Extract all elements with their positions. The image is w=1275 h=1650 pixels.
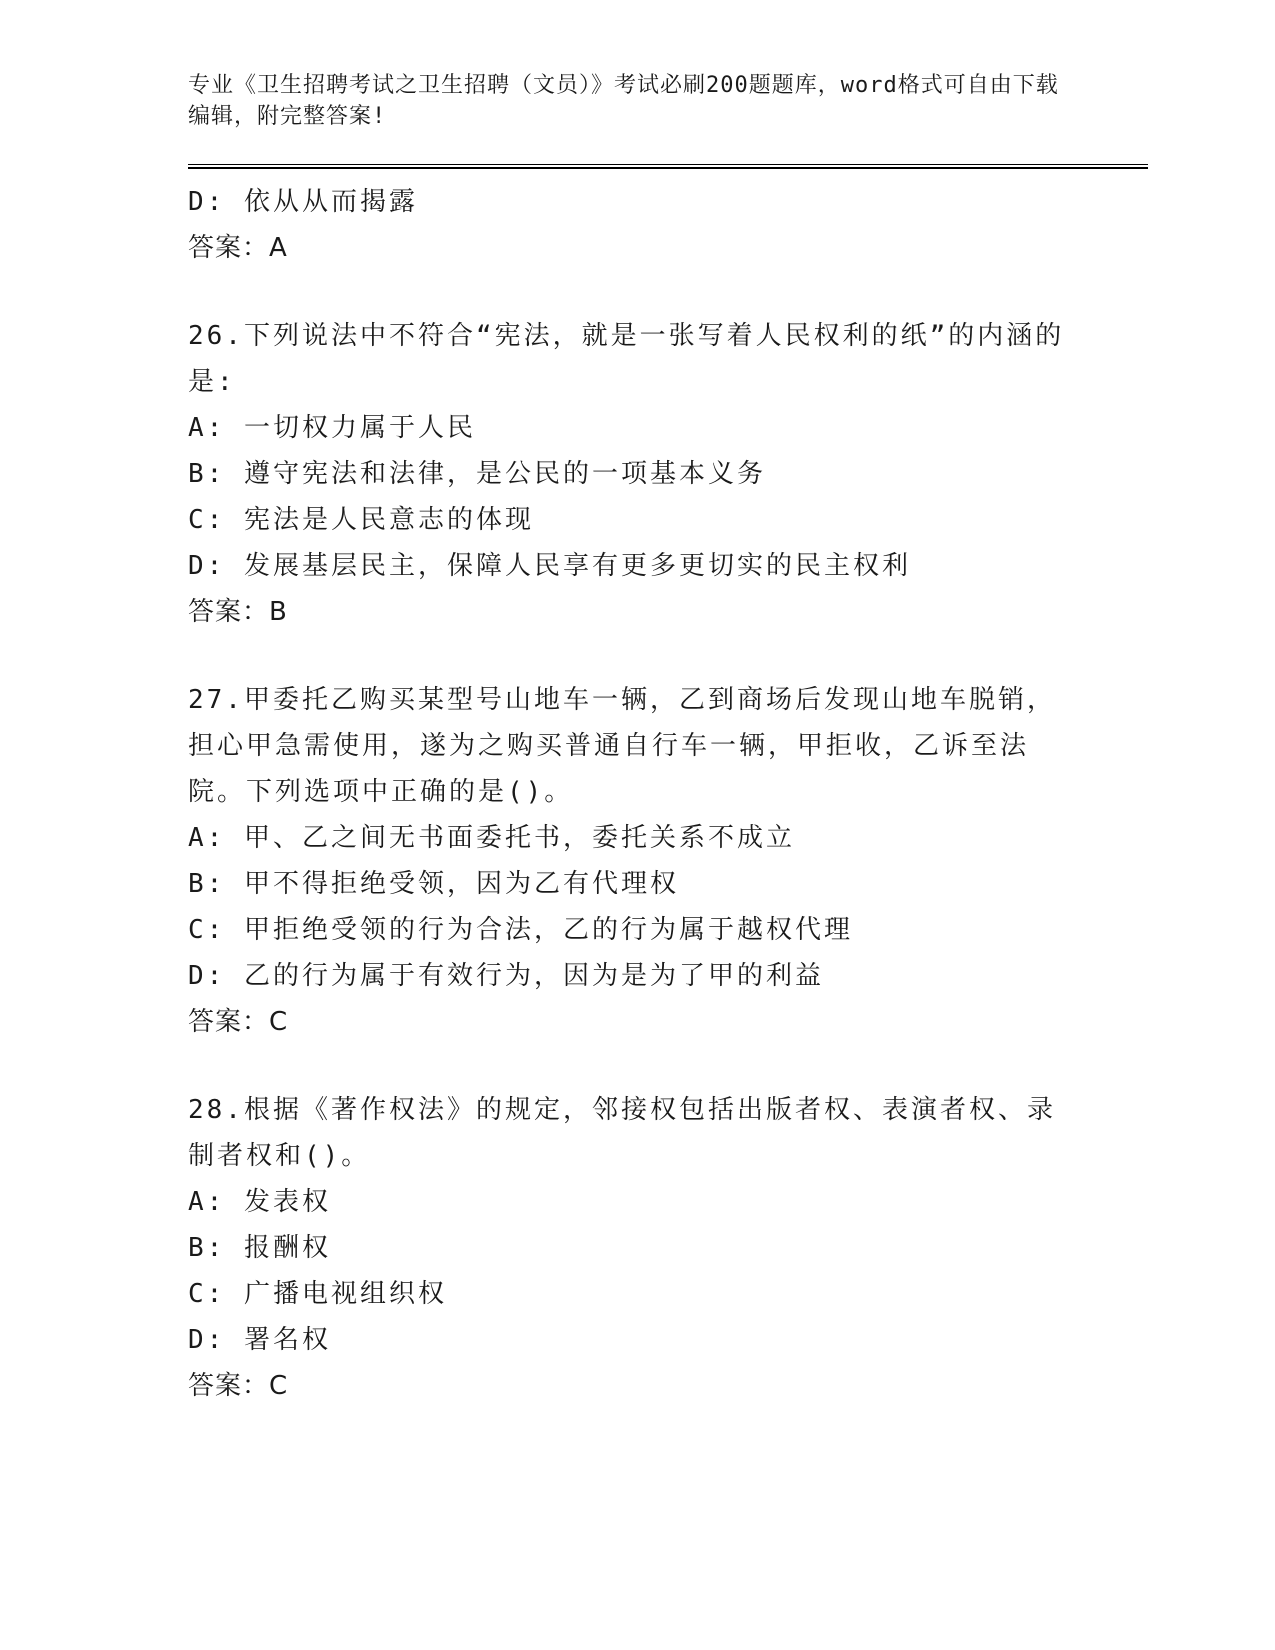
header-rule	[188, 164, 1148, 169]
double-rule-line	[188, 164, 1148, 169]
option-b: B: 遵守宪法和法律，是公民的一项基本义务	[188, 459, 766, 489]
question-stem: 26.下列说法中不符合“宪法，就是一张写着人民权利的纸”的内涵的是:	[188, 321, 1065, 397]
option-a: A: 发表权	[188, 1187, 331, 1217]
document-page	[188, 70, 1148, 1409]
option-c: C: 广播电视组织权	[188, 1279, 447, 1309]
question-stem: 27.甲委托乙购买某型号山地车一辆，乙到商场后发现山地车脱销，担心甲急需使用，遂为之购买普通自行车一辆，甲拒收，乙诉至法院。下列选项中正确的是()。	[188, 685, 1056, 807]
option-d: D: 署名权	[188, 1325, 331, 1355]
question-28	[188, 1087, 1148, 1409]
question-content	[188, 179, 1148, 1409]
answer-line: 答案：A	[188, 233, 288, 263]
document-header: 专业《卫生招聘考试之卫生招聘（文员）》考试必刷200题题库，word格式可自由下载编辑，附完整答案!	[188, 73, 1059, 129]
answer-line: 答案：C	[188, 1007, 289, 1037]
option-c: C: 甲拒绝受领的行为合法，乙的行为属于越权代理	[188, 915, 853, 945]
question-26	[188, 313, 1148, 635]
option-a: A: 甲、乙之间无书面委托书，委托关系不成立	[188, 823, 795, 853]
question-27	[188, 677, 1148, 1045]
option-c: C: 宪法是人民意志的体现	[188, 505, 534, 535]
answer-line: 答案：C	[188, 1371, 289, 1401]
option-d: D: 依从从而揭露	[188, 187, 418, 217]
option-d: D: 发展基层民主，保障人民享有更多更切实的民主权利	[188, 551, 911, 581]
option-d: D: 乙的行为属于有效行为，因为是为了甲的利益	[188, 961, 824, 991]
answer-line: 答案：B	[188, 597, 288, 627]
option-a: A: 一切权力属于人民	[188, 413, 476, 443]
question-stem: 28.根据《著作权法》的规定，邻接权包括出版者权、表演者权、录制者权和()。	[188, 1095, 1056, 1171]
option-b: B: 甲不得拒绝受领，因为乙有代理权	[188, 869, 679, 899]
option-b: B: 报酬权	[188, 1233, 331, 1263]
